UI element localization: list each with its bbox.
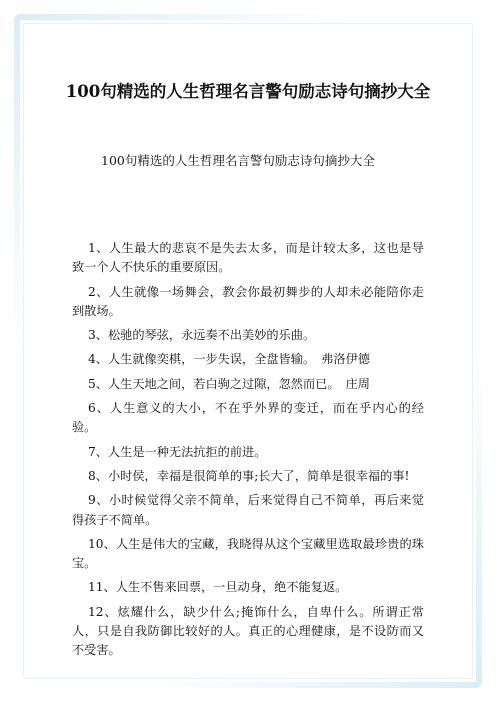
paragraph-6: 6、人生意义的大小，不在乎外界的变迁，而在乎内心的经验。 xyxy=(72,401,424,435)
paragraph-2: 2、人生就像一场舞会，教会你最初舞步的人却未必能陪你走到散场。 xyxy=(72,284,424,318)
paragraph-11: 11、人生不售来回票，一旦动身，绝不能复返。 xyxy=(88,580,348,595)
paragraph-12: 12、炫耀什么，缺少什么;掩饰什么，自卑什么。所谓正常人，只是自我防御比较好的人。真正的心理健康，是不设防而又不受害。 xyxy=(72,604,424,658)
paragraph-7: 7、人生是一种无法抗拒的前进。 xyxy=(88,444,267,459)
document-title: 100句精选的人生哲理名言警句励志诗句摘抄大全 xyxy=(65,82,431,101)
paragraph-1: 1、人生最大的悲哀不是失去太多，而是计较太多，这也是导致一个人不快乐的重要原因。 xyxy=(72,241,424,275)
paragraph-3: 3、松驰的琴弦，永远奏不出美妙的乐曲。 xyxy=(88,328,316,343)
paragraph-9: 9、小时候觉得父亲不简单，后来觉得自己不简单，再后来觉得孩子不简单。 xyxy=(72,493,424,527)
paragraph-10: 10、人生是伟大的宝藏，我晓得从这个宝藏里选取最珍贵的珠宝。 xyxy=(72,536,424,571)
document-body xyxy=(72,239,424,661)
paragraph-4: 4、人生就像奕棋，一步失误，全盘皆输。 弗洛伊德 xyxy=(88,352,370,367)
paragraph-5: 5、人生天地之间，若白驹之过隙，忽然而已。 庄周 xyxy=(88,376,370,391)
document-subtitle: 100句精选的人生哲理名言警句励志诗句摘抄大全 xyxy=(101,153,375,168)
paragraph-8: 8、小时侯，幸福是很简单的事;长大了，简单是很幸福的事! xyxy=(88,468,410,483)
